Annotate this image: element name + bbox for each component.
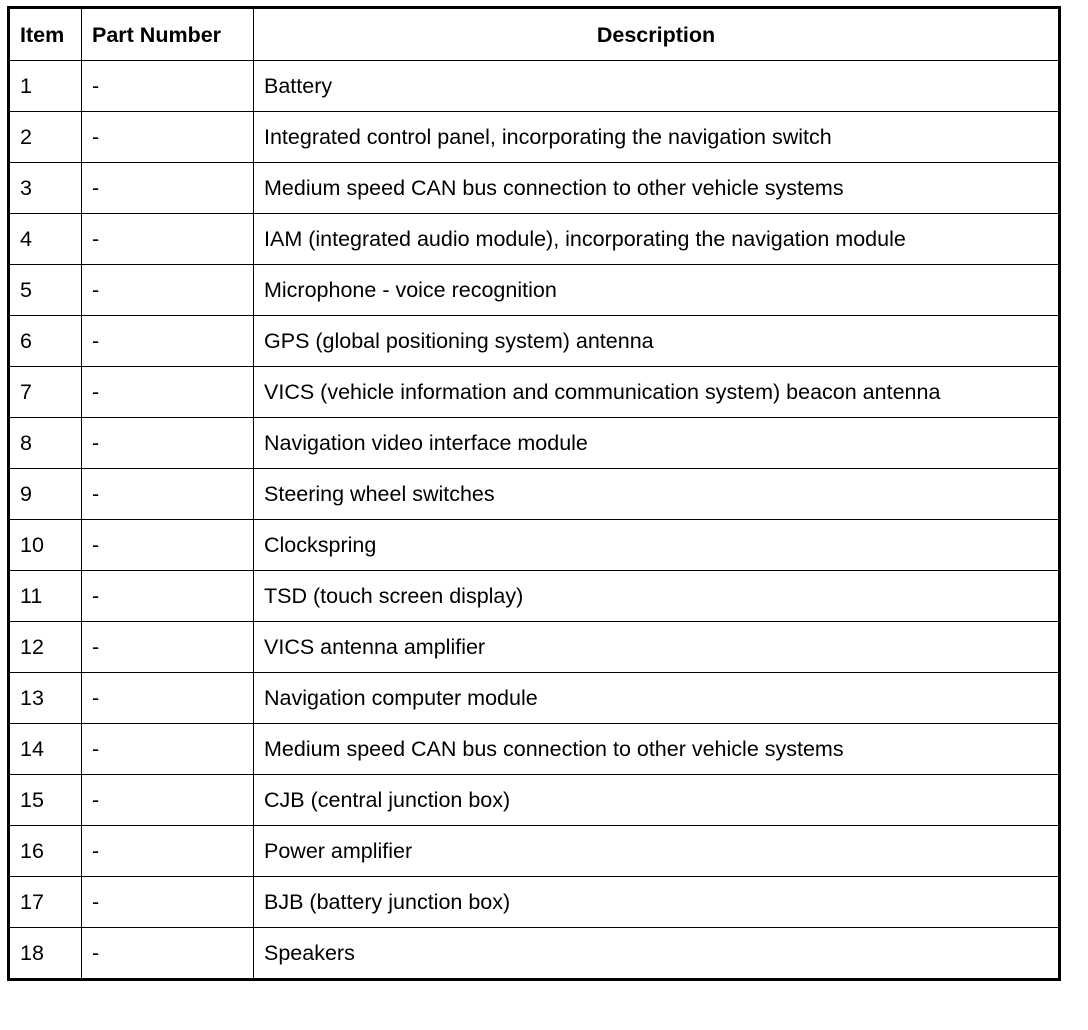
table-row — [9, 61, 1060, 112]
table-row — [9, 214, 1060, 265]
table-row — [9, 928, 1060, 980]
cell-item: 2 — [9, 112, 82, 163]
cell-item: 11 — [9, 571, 82, 622]
cell-description: VICS antenna amplifier — [254, 622, 1060, 673]
cell-item: 13 — [9, 673, 82, 724]
cell-item: 12 — [9, 622, 82, 673]
cell-part-number: - — [82, 826, 254, 877]
table-row — [9, 367, 1060, 418]
cell-item: 15 — [9, 775, 82, 826]
header-part-number: Part Number — [82, 8, 254, 61]
cell-part-number: - — [82, 418, 254, 469]
cell-item: 10 — [9, 520, 82, 571]
cell-item: 9 — [9, 469, 82, 520]
cell-part-number: - — [82, 571, 254, 622]
cell-item: 17 — [9, 877, 82, 928]
cell-description: Medium speed CAN bus connection to other vehicle systems — [254, 724, 1060, 775]
header-item: Item — [9, 8, 82, 61]
cell-description: Integrated control panel, incorporating the navigation switch — [254, 112, 1060, 163]
cell-description: CJB (central junction box) — [254, 775, 1060, 826]
cell-item: 18 — [9, 928, 82, 980]
cell-description: Battery — [254, 61, 1060, 112]
table-row — [9, 112, 1060, 163]
table-body — [9, 61, 1060, 980]
cell-part-number: - — [82, 877, 254, 928]
table-row — [9, 571, 1060, 622]
cell-item: 3 — [9, 163, 82, 214]
cell-part-number: - — [82, 112, 254, 163]
table-row — [9, 469, 1060, 520]
table-row — [9, 775, 1060, 826]
table-row — [9, 724, 1060, 775]
cell-part-number: - — [82, 724, 254, 775]
cell-description: VICS (vehicle information and communication system) beacon antenna — [254, 367, 1060, 418]
cell-part-number: - — [82, 367, 254, 418]
table-header — [9, 8, 1060, 61]
cell-part-number: - — [82, 163, 254, 214]
cell-description: Navigation computer module — [254, 673, 1060, 724]
table-row — [9, 265, 1060, 316]
cell-description: Speakers — [254, 928, 1060, 980]
table-row — [9, 877, 1060, 928]
table-row — [9, 826, 1060, 877]
cell-part-number: - — [82, 622, 254, 673]
cell-description: Microphone - voice recognition — [254, 265, 1060, 316]
cell-part-number: - — [82, 775, 254, 826]
cell-description: IAM (integrated audio module), incorporating the navigation module — [254, 214, 1060, 265]
cell-item: 8 — [9, 418, 82, 469]
cell-item: 7 — [9, 367, 82, 418]
cell-description: Medium speed CAN bus connection to other vehicle systems — [254, 163, 1060, 214]
cell-part-number: - — [82, 214, 254, 265]
cell-item: 16 — [9, 826, 82, 877]
cell-part-number: - — [82, 61, 254, 112]
cell-item: 5 — [9, 265, 82, 316]
cell-part-number: - — [82, 520, 254, 571]
table-row — [9, 316, 1060, 367]
cell-part-number: - — [82, 469, 254, 520]
table-row — [9, 673, 1060, 724]
cell-part-number: - — [82, 673, 254, 724]
cell-item: 14 — [9, 724, 82, 775]
header-description: Description — [254, 8, 1060, 61]
table-row — [9, 622, 1060, 673]
cell-description: GPS (global positioning system) antenna — [254, 316, 1060, 367]
cell-description: BJB (battery junction box) — [254, 877, 1060, 928]
cell-description: Clockspring — [254, 520, 1060, 571]
cell-item: 1 — [9, 61, 82, 112]
cell-description: TSD (touch screen display) — [254, 571, 1060, 622]
header-row — [9, 8, 1060, 61]
cell-description: Power amplifier — [254, 826, 1060, 877]
cell-part-number: - — [82, 265, 254, 316]
cell-description: Steering wheel switches — [254, 469, 1060, 520]
table-row — [9, 163, 1060, 214]
table-row — [9, 520, 1060, 571]
cell-part-number: - — [82, 316, 254, 367]
cell-item: 6 — [9, 316, 82, 367]
cell-part-number: - — [82, 928, 254, 980]
parts-table — [7, 6, 1061, 981]
cell-item: 4 — [9, 214, 82, 265]
cell-description: Navigation video interface module — [254, 418, 1060, 469]
table-row — [9, 418, 1060, 469]
